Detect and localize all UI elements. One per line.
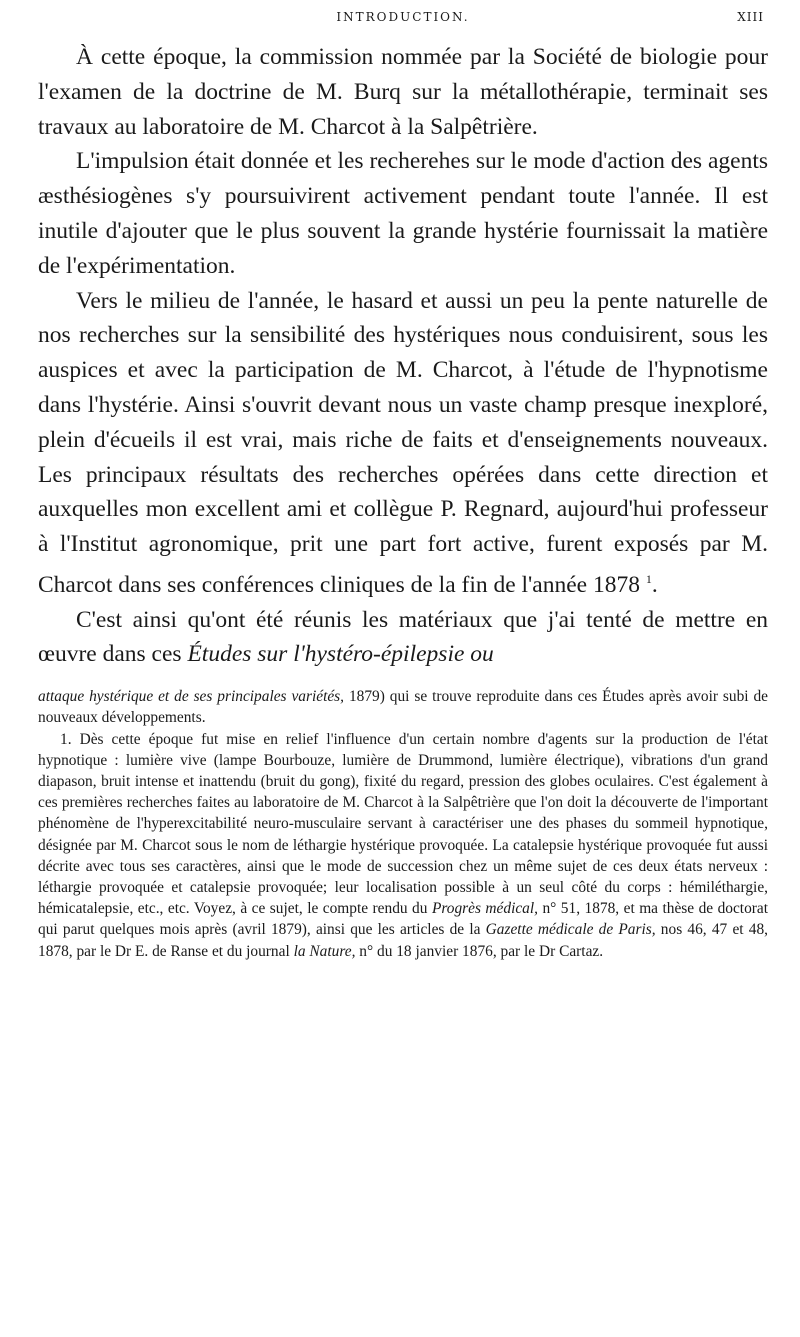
- page-header: [38, 0, 768, 40]
- footnote-text-b: n° 51, 1878, et ma thèse de doctorat qui parut quelques mois après (avril 1879), ainsi que les articles de la: [38, 900, 768, 939]
- page-number: XIII: [737, 10, 764, 24]
- footnote-continuation: [38, 686, 768, 728]
- footnotes: [38, 686, 768, 962]
- footnote-continuation-text: 1879) qui se trouve reproduite dans ces Études après avoir subi de nouveaux développements.: [38, 688, 768, 727]
- footnote-text-d: n° du 18 janvier 1876, par le Dr Cartaz.: [355, 942, 604, 960]
- footnote-text-a: Dès cette époque fut mise en relief l'influence d'un certain nombre d'agents sur la production de l'état hypnotique : lumière vive (lampe Bourbouze, lumière de Drummond, lumière électrique), vibrations d'un grand diapason, bruit intense et inattendu (bruit du gong), fixité du regard, pression des globes oculaires. C'est également à ces premières recherches faites au laboratoire de M. Charcot à la Salpêtrière que l'on doit la découverte de l'important phénomène de l'hyperexcitabilité neuro-musculaire servant à caractériser une des phases du sommeil hypnotique, désignée par M. Charcot sous le nom de léthargie hystérique provoquée. La catalepsie hystérique provoquée fut aussi décrite avec tous ses caractères, ainsi que le mode de succession chez un même sujet de ces deux états nerveux : léthargie provoquée et catalepsie provoquée; leur localisation possible à un seul côté du corps : hémiléthargie, hémicatalepsie, etc., etc. Voyez, à ce sujet, le compte rendu du: [38, 730, 768, 918]
- footnote-text-c: nos 46, 47 et 48, 1878, par le Dr E. de Ranse et du journal: [38, 921, 768, 960]
- footnote-number: 1.: [60, 730, 72, 748]
- book-page: [38, 0, 768, 962]
- paragraph-3: Vers le milieu de l'année, le hasard et aussi un peu la pente naturelle de nos recherches sur la sensibilité des hystériques nous conduisirent, sous les auspices et avec la participation de M. Charcot, à l'étude de l'hypnotisme dans l'hystérie. Ainsi s'ouvrit devant nous un vaste champ presque inexploré, plein d'écueils il est vrai, mais riche de faits et d'enseignements nouveaux. Les principaux résultats des recherches opérées dans cette direction et auxquelles mon excellent ami et collègue P. Regnard, aujourd'hui professeur à l'Institut agronomique, prit une part fort active, furent exposés par M. Charcot dans ses conférences cliniques de la fin de l'année 1878 $^1$.: [38, 287, 768, 598]
- book-title: Études sur l'hystéro-épilepsie ou: [187, 641, 494, 668]
- main-text: [38, 40, 768, 672]
- journal-title-progres: Progrès médical,: [431, 900, 538, 918]
- paragraph-3-text: Vers le milieu de l'année, le hasard et aussi un peu la pente naturelle de nos recherches sur la sensibilité des hystériques nous conduisirent, sous les auspices et avec la participation de M. Charcot, à l'étude de l'hypnotisme dans l'hystérie. Ainsi s'ouvrit devant nous un vaste champ presque inexploré, plein d'écueils il est vrai, mais riche de faits et d'enseignements nouveaux. Les principaux résultats des recherches opérées dans cette direction et auxquelles mon excellent ami et collègue P. Regnard, aujourd'hui professeur à l'Institut agronomique, prit une part fort active, furent exposés par M. Charcot dans ses conférences cliniques de la fin de l'année 1878: [38, 287, 768, 598]
- journal-title-gazette: Gazette médicale de Paris,: [485, 921, 656, 939]
- paragraph-2: L'impulsion était donnée et les recherehes sur le mode d'action des agents æsthésiogènes s'y poursuivirent activement pendant toute l'année. Il est inutile d'ajouter que le plus souvent la grande hystérie fournissait la matière de l'expérimentation.: [38, 148, 768, 279]
- paragraph-1: À cette époque, la commission nommée par la Société de biologie pour l'examen de la doctrine de M. Burq sur la métallothérapie, terminait ses travaux au laboratoire de M. Charcot à la Salpêtrière.: [38, 44, 768, 140]
- journal-title-nature: la Nature,: [293, 942, 356, 960]
- running-title: INTRODUCTION.: [336, 10, 470, 24]
- footnote-continuation-title: attaque hystérique et de ses principales variétés,: [38, 688, 345, 706]
- footnote-1: [38, 729, 768, 962]
- paragraph-4: [38, 603, 768, 673]
- footnote-reference: 1: [645, 571, 652, 586]
- paragraph-4-text: C'est ainsi qu'ont été réunis les matériaux que j'ai tenté de mettre en œuvre dans ces: [38, 606, 768, 668]
